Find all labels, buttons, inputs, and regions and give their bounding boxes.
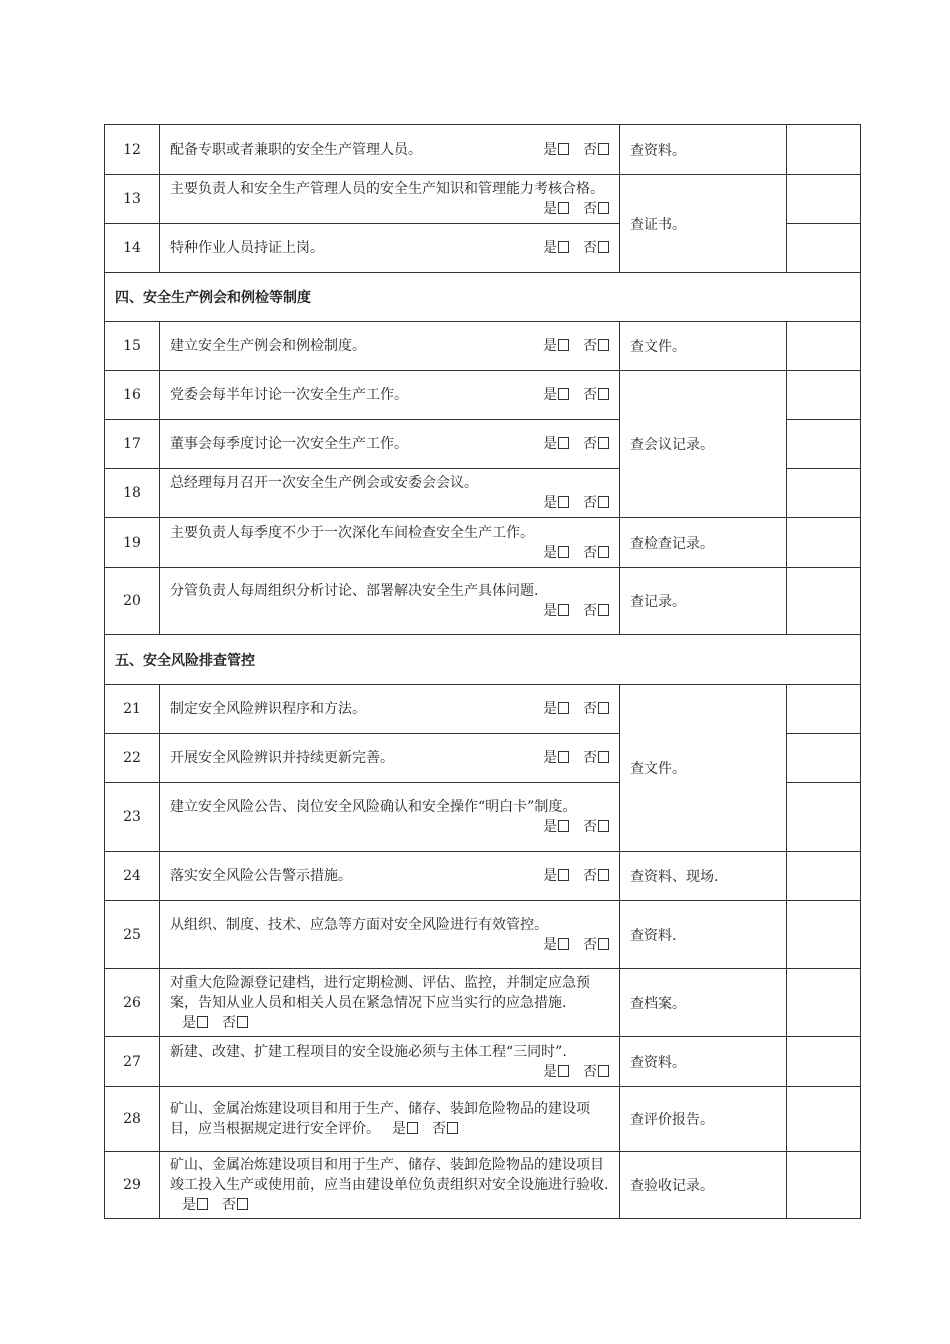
item-text: 矿山、金属冶炼建设项目和用于生产、储存、装卸危险物品的建设项目竣工投入生产或使用前，应当由建设单位负责组织对安全设施进行验收.: [170, 1157, 609, 1193]
check-item: 总经理每月召开一次安全生产例会或安委会会议。 是 否: [160, 469, 620, 518]
yes-checkbox[interactable]: [558, 604, 569, 616]
check-item: 分管负责人每周组织分析讨论、部署解决安全生产具体问题. 是 否: [160, 568, 620, 635]
inspection-checklist-table: [104, 124, 861, 1219]
result-cell[interactable]: [787, 1037, 861, 1087]
table-row: [105, 901, 861, 969]
row-number: 12: [105, 125, 160, 175]
result-cell[interactable]: [787, 901, 861, 969]
result-cell[interactable]: [787, 969, 861, 1037]
check-method: 查验收记录。: [620, 1152, 787, 1219]
yes-checkbox[interactable]: [558, 702, 569, 714]
table-row: [105, 969, 861, 1037]
no-checkbox[interactable]: [598, 1065, 609, 1077]
table-row: [105, 1037, 861, 1087]
yes-checkbox[interactable]: [558, 869, 569, 881]
row-number: 26: [105, 969, 160, 1037]
check-item: 党委会每半年讨论一次安全生产工作。 是 否: [160, 371, 620, 420]
row-number: 25: [105, 901, 160, 969]
result-cell[interactable]: [787, 734, 861, 783]
check-method: 查文件。: [620, 685, 787, 852]
row-number: 20: [105, 568, 160, 635]
no-checkbox[interactable]: [237, 1016, 248, 1028]
row-number: 18: [105, 469, 160, 518]
item-text: 对重大危险源登记建档，进行定期检测、评估、监控，并制定应急预案，告知从业人员和相关人员在紧急情况下应当实行的应急措施.: [170, 974, 590, 1011]
yes-checkbox[interactable]: [407, 1122, 418, 1134]
result-cell[interactable]: [787, 568, 861, 635]
item-text: 落实安全风险公告警示措施。: [170, 868, 352, 884]
table-row: [105, 175, 861, 224]
check-method: 查资料。: [620, 125, 787, 175]
item-text: 分管负责人每周组织分析讨论、部署解决安全生产具体问题.: [170, 583, 539, 599]
check-method: 查证书。: [620, 175, 787, 273]
result-cell[interactable]: [787, 685, 861, 734]
check-item: 配备专职或者兼职的安全生产管理人员。 是 否: [160, 125, 620, 175]
table-row: [105, 1152, 861, 1219]
check-item: 落实安全风险公告警示措施。 是 否: [160, 852, 620, 901]
table-row: [105, 852, 861, 901]
yes-checkbox[interactable]: [197, 1198, 208, 1210]
row-number: 17: [105, 420, 160, 469]
result-cell[interactable]: [787, 371, 861, 420]
item-text: 制定安全风险辨识程序和方法。: [170, 701, 366, 717]
result-cell[interactable]: [787, 783, 861, 852]
yes-checkbox[interactable]: [558, 241, 569, 253]
check-item: 矿山、金属冶炼建设项目和用于生产、储存、装卸危险物品的建设项目，应当根据规定进行安全评价。 是 否: [160, 1087, 620, 1152]
no-checkbox[interactable]: [598, 604, 609, 616]
no-checkbox[interactable]: [598, 546, 609, 558]
result-cell[interactable]: [787, 469, 861, 518]
item-text: 建立安全生产例会和例检制度。: [170, 338, 366, 354]
item-text: 建立安全风险公告、岗位安全风险确认和安全操作“明白卡”制度。: [170, 799, 577, 815]
table-row: [105, 322, 861, 371]
check-item: 主要负责人每季度不少于一次深化车间检查安全生产工作。 是 否: [160, 518, 620, 568]
item-text: 开展安全风险辨识并持续更新完善。: [170, 750, 394, 766]
row-number: 28: [105, 1087, 160, 1152]
no-checkbox[interactable]: [598, 820, 609, 832]
no-checkbox[interactable]: [598, 202, 609, 214]
item-text: 配备专职或者兼职的安全生产管理人员。: [170, 141, 422, 158]
result-cell[interactable]: [787, 420, 861, 469]
yes-checkbox[interactable]: [558, 496, 569, 508]
item-text: 总经理每月召开一次安全生产例会或安委会会议。: [170, 475, 478, 491]
row-number: 24: [105, 852, 160, 901]
yes-checkbox[interactable]: [558, 339, 569, 351]
result-cell[interactable]: [787, 1087, 861, 1152]
section-row: [105, 273, 861, 322]
row-number: 19: [105, 518, 160, 568]
no-checkbox[interactable]: [598, 241, 609, 253]
yes-checkbox[interactable]: [558, 1065, 569, 1077]
check-method: 查记录。: [620, 568, 787, 635]
item-text: 特种作业人员持证上岗。: [170, 240, 324, 256]
check-item: 建立安全生产例会和例检制度。 是 否: [160, 322, 620, 371]
yes-checkbox[interactable]: [197, 1016, 208, 1028]
check-item: 开展安全风险辨识并持续更新完善。 是 否: [160, 734, 620, 783]
no-checkbox[interactable]: [598, 702, 609, 714]
yes-checkbox[interactable]: [558, 143, 569, 155]
no-checkbox[interactable]: [598, 143, 609, 155]
no-checkbox[interactable]: [447, 1122, 458, 1134]
check-method: 查资料、现场.: [620, 852, 787, 901]
yes-checkbox[interactable]: [558, 546, 569, 558]
check-item: 特种作业人员持证上岗。 是 否: [160, 224, 620, 273]
yes-checkbox[interactable]: [558, 388, 569, 400]
check-item: 从组织、制度、技术、应急等方面对安全风险进行有效管控。 是 否: [160, 901, 620, 969]
item-text: 主要负责人和安全生产管理人员的安全生产知识和管理能力考核合格。: [170, 181, 604, 197]
yes-checkbox[interactable]: [558, 938, 569, 950]
no-checkbox[interactable]: [598, 339, 609, 351]
item-text: 董事会每季度讨论一次安全生产工作。: [170, 436, 408, 452]
check-item: 董事会每季度讨论一次安全生产工作。 是 否: [160, 420, 620, 469]
item-text: 矿山、金属冶炼建设项目和用于生产、储存、装卸危险物品的建设项目，应当根据规定进行安全评价。: [170, 1101, 590, 1137]
check-item: 新建、改建、扩建工程项目的安全设施必须与主体工程“三同时”. 是 否: [160, 1037, 620, 1087]
check-method: 查资料.: [620, 901, 787, 969]
result-cell[interactable]: [787, 1152, 861, 1219]
table-row: [105, 518, 861, 568]
no-checkbox[interactable]: [237, 1198, 248, 1210]
yes-checkbox[interactable]: [558, 820, 569, 832]
yes-checkbox[interactable]: [558, 751, 569, 763]
result-cell[interactable]: [787, 224, 861, 273]
check-item: 建立安全风险公告、岗位安全风险确认和安全操作“明白卡”制度。 是 否: [160, 783, 620, 852]
no-checkbox[interactable]: [598, 496, 609, 508]
row-number: 21: [105, 685, 160, 734]
row-number: 22: [105, 734, 160, 783]
row-number: 29: [105, 1152, 160, 1219]
check-item: 矿山、金属冶炼建设项目和用于生产、储存、装卸危险物品的建设项目竣工投入生产或使用前，应当由建设单位负责组织对安全设施进行验收.是 否: [160, 1152, 620, 1219]
result-cell[interactable]: [787, 518, 861, 568]
result-cell[interactable]: [787, 125, 861, 175]
check-item: 制定安全风险辨识程序和方法。 是 否: [160, 685, 620, 734]
check-method: 查档案。: [620, 969, 787, 1037]
item-text: 主要负责人每季度不少于一次深化车间检查安全生产工作。: [170, 524, 534, 541]
row-number: 15: [105, 322, 160, 371]
check-item: 对重大危险源登记建档，进行定期检测、评估、监控，并制定应急预案，告知从业人员和相关人员在紧急情况下应当实行的应急措施.是 否: [160, 969, 620, 1037]
section-heading: 五、安全风险排查管控: [105, 635, 861, 685]
table-row: [105, 685, 861, 734]
item-text: 党委会每半年讨论一次安全生产工作。: [170, 387, 408, 403]
result-cell[interactable]: [787, 175, 861, 224]
item-text: 新建、改建、扩建工程项目的安全设施必须与主体工程“三同时”.: [170, 1043, 567, 1060]
check-method: 查评价报告。: [620, 1087, 787, 1152]
table-row: [105, 568, 861, 635]
yes-checkbox[interactable]: [558, 437, 569, 449]
check-method: 查文件。: [620, 322, 787, 371]
row-number: 13: [105, 175, 160, 224]
result-cell[interactable]: [787, 852, 861, 901]
check-method: 查资料。: [620, 1037, 787, 1087]
no-checkbox[interactable]: [598, 751, 609, 763]
table-row: [105, 371, 861, 420]
table-row: [105, 1087, 861, 1152]
check-item: 主要负责人和安全生产管理人员的安全生产知识和管理能力考核合格。 是 否: [160, 175, 620, 224]
no-checkbox[interactable]: [598, 437, 609, 449]
row-number: 23: [105, 783, 160, 852]
section-heading: 四、安全生产例会和例检等制度: [105, 273, 861, 322]
yes-checkbox[interactable]: [558, 202, 569, 214]
row-number: 14: [105, 224, 160, 273]
no-checkbox[interactable]: [598, 938, 609, 950]
item-text: 从组织、制度、技术、应急等方面对安全风险进行有效管控。: [170, 916, 548, 933]
result-cell[interactable]: [787, 322, 861, 371]
no-checkbox[interactable]: [598, 869, 609, 881]
table-row: [105, 125, 861, 175]
row-number: 16: [105, 371, 160, 420]
no-checkbox[interactable]: [598, 388, 609, 400]
row-number: 27: [105, 1037, 160, 1087]
check-method: 查会议记录。: [620, 371, 787, 518]
section-row: [105, 635, 861, 685]
check-method: 查检查记录。: [620, 518, 787, 568]
